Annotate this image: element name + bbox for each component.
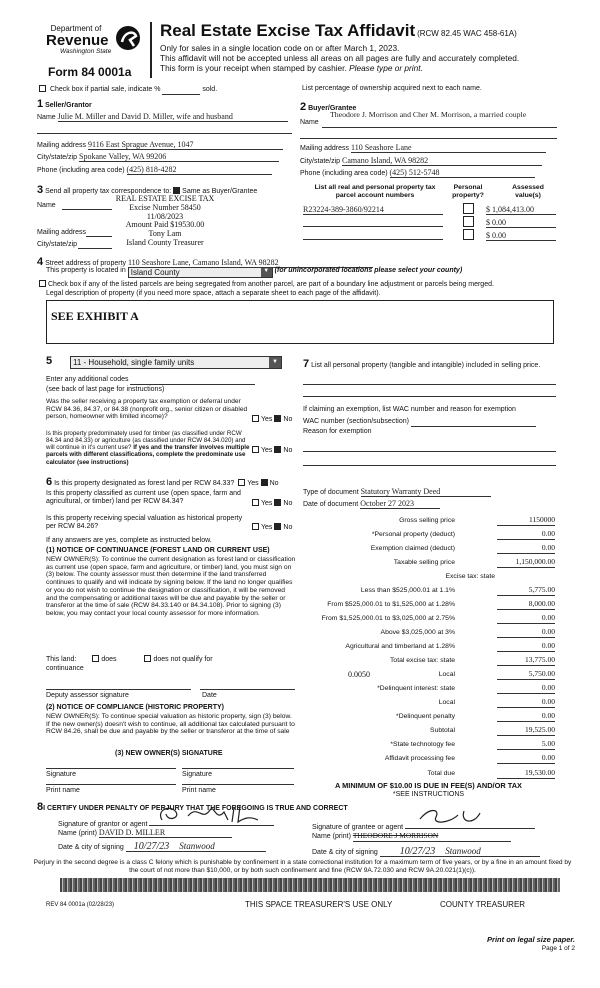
buyer-city-label: City/state/zip xyxy=(300,158,341,165)
calc-row xyxy=(300,531,555,540)
calc-label: Less than $525,000.01 at 1.1% xyxy=(360,587,455,594)
owner-print-line-2[interactable] xyxy=(182,784,294,785)
timber-yes-checkbox[interactable] xyxy=(252,446,259,453)
calc-value[interactable]: 0.00 xyxy=(497,642,555,652)
wac-row xyxy=(303,418,536,427)
buyer-name-label: Name xyxy=(300,119,319,126)
calc-row xyxy=(300,671,555,680)
calc-row xyxy=(300,629,555,638)
chevron-down-icon[interactable]: ▼ xyxy=(261,268,272,277)
partial-sale-label: Check box if partial sale, indicate % xyxy=(49,86,161,93)
section-8-number: 8 xyxy=(37,801,44,813)
personal-property-line-1[interactable] xyxy=(303,384,556,385)
calc-value[interactable]: 19,530.00 xyxy=(497,769,555,779)
perjury-notice: Perjury in the second degree is a class C felony which is punishable by confinement in a state correctional institution for a maximum term of five years, or by a fine in an amount fixed by the court of not more than $10,000, or by both such confinement and fine (RCW 9A.72.030 and RCW 9A.20.021(1)(c)). xyxy=(33,859,572,874)
calc-label: *Delinquent interest: state xyxy=(377,685,455,692)
parcel-header-personal: Personal property? xyxy=(452,184,484,199)
calc-value[interactable]: 13,775.00 xyxy=(497,656,555,666)
personal-property-line-2[interactable] xyxy=(303,396,556,397)
buyer-phone-row xyxy=(300,168,535,178)
continuance-label: continuance xyxy=(46,665,84,672)
current-use-no-checkbox[interactable] xyxy=(274,499,281,506)
property-use-select[interactable] xyxy=(70,356,282,369)
revenue-logo-icon xyxy=(114,24,142,52)
wac-field[interactable] xyxy=(411,418,536,427)
legal-description-text: SEE EXHIBIT A xyxy=(51,309,139,323)
timber-yes-no xyxy=(250,446,292,455)
buyer-name-line xyxy=(322,127,557,128)
buyer-phone-field[interactable]: (425) 512-5748 xyxy=(390,168,535,178)
calc-label: Agricultural and timberland at 1.28% xyxy=(345,643,455,650)
wac-label: WAC number (section/subsection) xyxy=(303,418,409,425)
calc-label: Local xyxy=(438,699,455,706)
owner-signature-line-2[interactable] xyxy=(182,768,294,769)
table-row xyxy=(303,231,558,244)
buyer-heading-label: Buyer/Grantee xyxy=(308,105,357,112)
legal-description-label: Legal description of property (if you need more space, attach a separate sheet to each page of the affidavit). xyxy=(46,290,381,297)
calc-value[interactable]: 0.00 xyxy=(497,684,555,694)
street-address-field[interactable]: 110 Seashore Lane, Camano Island, WA 98282 xyxy=(128,258,373,268)
seller-city-label: City/state/zip xyxy=(37,154,78,161)
exemption-question: Was the seller receiving a property tax exemption or deferral under RCW 84.36, 84.37, or 84.38 (nonprofit org., senior citizen or disabled person, homeowner with limited income)? xyxy=(46,398,248,421)
timber-question-note: If yes and the transfer involves multiple parcels with different classifications, complete the predominate use calculator (see instructions) xyxy=(46,444,250,466)
seller-heading xyxy=(37,98,92,111)
calc-value[interactable]: 0.00 xyxy=(497,628,555,638)
stamp-line-5: Tony Lam xyxy=(148,229,182,239)
calc-label: *Personal property (deduct) xyxy=(371,531,455,538)
calc-row xyxy=(300,770,555,779)
buyer-mail-row xyxy=(300,143,546,153)
exemption-yes-no xyxy=(250,415,292,424)
minimum-fee-note: A MINIMUM OF $10.00 IS DUE IN FEE(S) AND/OR TAX xyxy=(335,781,522,790)
calc-value[interactable]: 5,775.00 xyxy=(497,586,555,596)
owner-signature-line-1[interactable] xyxy=(46,768,176,769)
section-5-number: 5 xyxy=(46,355,53,367)
calc-value[interactable]: 19,525.00 xyxy=(497,726,555,736)
current-use-yes-checkbox[interactable] xyxy=(252,499,259,506)
owner-print-line-1[interactable] xyxy=(46,784,176,785)
additional-codes-field[interactable] xyxy=(130,376,255,385)
seller-mail-field[interactable]: 9116 East Sprague Avenue, 1047 xyxy=(88,140,283,150)
grantor-signature-label: Signature of grantor or agent xyxy=(58,821,148,828)
personal-property-checkbox-3[interactable] xyxy=(463,229,474,240)
owner-signature-label-1: Signature xyxy=(46,771,76,778)
calc-row xyxy=(300,587,555,596)
calc-label: Excise tax: state xyxy=(445,573,495,580)
calc-row xyxy=(300,713,555,722)
calc-row xyxy=(300,573,555,582)
dept-line2: Revenue xyxy=(46,32,109,50)
notice-compliance-heading: (2) NOTICE OF COMPLIANCE (HISTORIC PROPERTY) xyxy=(46,704,224,711)
grantee-date-value: 10/27/23 xyxy=(399,846,436,857)
calc-row xyxy=(300,755,555,764)
buyer-phone-label: Phone (including area code) xyxy=(300,170,388,177)
stamp-line-4: Amount Paid $19530.00 xyxy=(125,220,205,230)
doc-type-label: Type of document xyxy=(303,489,359,496)
calc-label: *Delinquent penalty xyxy=(396,713,455,720)
calc-value[interactable]: 0.00 xyxy=(497,530,555,540)
parcel-number-2[interactable] xyxy=(303,218,443,227)
forest-land-row xyxy=(46,476,279,489)
grantor-date-field[interactable] xyxy=(126,841,266,852)
historic-yes-checkbox[interactable] xyxy=(252,523,259,530)
assessed-value-3[interactable]: $ 0.00 xyxy=(486,231,556,241)
local-rate: 0.0050 xyxy=(348,670,370,679)
revenue-logo xyxy=(46,24,146,56)
grantor-name-row xyxy=(58,828,232,838)
treasurer-use-label: THIS SPACE TREASURER'S USE ONLY xyxy=(245,900,393,909)
land-does-checkbox[interactable] xyxy=(92,655,99,662)
seller-heading-label: Seller/Grantor xyxy=(45,102,92,109)
seller-city-field[interactable]: Spokane Valley, WA 99206 xyxy=(79,152,279,162)
calc-label: Total due xyxy=(427,770,455,777)
parcel-table xyxy=(303,205,558,244)
segregated-checkbox[interactable] xyxy=(39,280,46,287)
sec3-mail-line[interactable] xyxy=(86,236,112,237)
personal-property-checkbox-2[interactable] xyxy=(463,216,474,227)
forest-land-question: Is this property designated as forest land per RCW 84.33? xyxy=(54,480,235,487)
form-subtitle xyxy=(160,44,519,74)
doc-date-row xyxy=(303,499,440,509)
grantee-signature-field[interactable] xyxy=(405,819,535,829)
table-row xyxy=(303,218,558,231)
timber-question xyxy=(46,430,251,466)
exemption-wac-question: If claiming an exemption, list WAC number and reason for exemption xyxy=(303,406,516,413)
sec3-name-label: Name xyxy=(37,202,56,209)
doc-date-label: Date of document xyxy=(303,501,359,508)
calc-row xyxy=(300,685,555,694)
parcel-number-3[interactable] xyxy=(303,231,443,240)
notice-compliance-body: NEW OWNER(S): To continue special valuation as historic property, sign (3) below. If the new owner(s) doesn't wish to continue, all additional tax calculated pursuant to RCW 84.26, shall be due and payable by the seller or transferor at the time of sale xyxy=(46,713,295,736)
historic-yes-label: Yes xyxy=(261,524,273,531)
section-6-number: 6 xyxy=(46,476,53,488)
buyer-name-line2 xyxy=(300,138,557,139)
owner-print-label-2: Print name xyxy=(182,787,216,794)
current-use-question: Is this property classified as current use (open space, farm and agricultural, or timber) land per RCW 84.34? xyxy=(46,490,241,506)
land-does-not-label: does not qualify for xyxy=(153,656,213,663)
county-row xyxy=(46,267,462,278)
dept-line1: Department of xyxy=(50,24,102,33)
seller-mail-row xyxy=(37,140,283,150)
seller-name-row xyxy=(37,112,292,122)
calc-label: Affidavit processing fee xyxy=(384,755,455,762)
partial-sold-label: sold. xyxy=(202,86,218,93)
calc-value[interactable]: 0.00 xyxy=(497,712,555,722)
calc-label: Above $3,025,000 at 3% xyxy=(380,629,455,636)
calc-value[interactable]: 8,000.00 xyxy=(497,600,555,610)
ownership-note: List percentage of ownership acquired next to each name. xyxy=(302,85,482,92)
grantor-city-value: Stanwood xyxy=(179,841,215,851)
current-use-yes-no xyxy=(250,499,292,508)
form-title-row xyxy=(160,21,517,41)
deputy-date-label: Date xyxy=(202,692,217,699)
seller-phone-field[interactable]: (425) 818-4282 xyxy=(127,165,272,175)
grantee-name-field[interactable]: THEODORE J MORRISON xyxy=(353,832,511,842)
calc-value[interactable]: 0.00 xyxy=(497,544,555,554)
historic-no-checkbox[interactable] xyxy=(274,523,281,530)
partial-sale-checkbox[interactable] xyxy=(39,85,46,92)
chevron-down-icon[interactable]: ▼ xyxy=(269,357,281,368)
additional-codes-row xyxy=(46,376,255,385)
timber-no-label: No xyxy=(283,447,293,454)
sec7-heading xyxy=(303,358,558,371)
section-2-number: 2 xyxy=(300,101,307,113)
exemption-yes-checkbox[interactable] xyxy=(252,415,259,422)
street-address-label: Street address of property xyxy=(45,260,127,267)
calc-row xyxy=(300,727,555,736)
calc-label: *State technology fee xyxy=(390,741,455,748)
reason-line-2[interactable] xyxy=(303,465,556,466)
assessed-value-1[interactable]: $ 1,084,413.00 xyxy=(486,205,556,215)
reason-line-1[interactable] xyxy=(303,451,556,452)
sec3-name-line[interactable] xyxy=(62,209,112,210)
exemption-no-checkbox[interactable] xyxy=(274,415,281,422)
timber-yes-label: Yes xyxy=(261,447,273,454)
personal-property-checkbox-1[interactable] xyxy=(463,203,474,214)
partial-sale-row xyxy=(37,85,217,95)
calc-row xyxy=(300,517,555,526)
buyer-city-row xyxy=(300,156,542,166)
owner-signature-label-2: Signature xyxy=(182,771,212,778)
sec3-heading-label: Send all property tax correspondence to: xyxy=(45,188,172,195)
county-select-value: Island County xyxy=(130,268,180,277)
additional-codes-label: Enter any additional codes xyxy=(46,376,129,383)
land-does-label: does xyxy=(101,656,117,663)
doc-type-row xyxy=(303,487,491,497)
forest-yes-checkbox[interactable] xyxy=(238,479,245,486)
stamp-line-6: Island County Treasurer xyxy=(126,237,204,247)
segregated-label: Check box if any of the listed parcels are being segregated from another parcel, are part of a boundary line adjustment or parcels being merged. xyxy=(48,281,494,288)
buyer-city-field[interactable]: Camano Island, WA 98282 xyxy=(342,156,542,166)
seller-phone-label: Phone (including area code) xyxy=(37,167,125,174)
grantee-name-row xyxy=(312,832,511,842)
forest-yes-label: Yes xyxy=(247,480,259,487)
located-in-label: This property is located in xyxy=(46,267,126,274)
parcel-number-1[interactable]: R23224-389-3860/92214 xyxy=(303,205,443,215)
this-land-row xyxy=(46,655,213,664)
see-back-note: (see back of last page for instructions) xyxy=(46,386,165,393)
calc-row xyxy=(300,657,555,666)
timber-question-text: Is this property predominately used for timber (as classified under RCW 84.34 and 84.33) or agriculture (as classified under RCW 84.34.020) and will continue in it's current use? xyxy=(46,430,246,452)
calc-label: Taxable selling price xyxy=(393,559,455,566)
calc-row xyxy=(300,601,555,610)
grantor-name-label: Name (print) xyxy=(58,830,97,837)
calc-label: Subtotal xyxy=(430,727,455,734)
doc-date-field[interactable]: October 27 2023 xyxy=(360,499,440,509)
notice-continuance-body: NEW OWNER(S): To continue the current designation as forest land or classification as current use (open space, farm and agriculture, or timber) land, you must sign on (3) below. The county assessor must then determine if the land transferred continues to qualify and will indicate by signing below. If the land no longer qualifies or you do not wish to continue the designation or classification, it will be removed and the compensating or additional taxes will be due and payable by the seller or transferor at the time of sale (RCW 84.33.140 or 84.34.108). Prior to signing (3) below, you may contact your local county assessor for more information. xyxy=(46,556,296,617)
sec3-city-line[interactable] xyxy=(78,248,112,249)
parcel-header-accounts: List all real and personal property tax parcel account numbers xyxy=(314,184,436,199)
section-1-number: 1 xyxy=(37,98,44,110)
assessed-value-2[interactable]: $ 0.00 xyxy=(486,218,556,228)
deputy-signature-line[interactable] xyxy=(46,689,191,690)
seller-name-field[interactable]: Julie M. Miller and David D. Miller, wife and husband xyxy=(58,112,288,122)
calc-label: Local xyxy=(438,671,455,678)
revision-label: REV 84 0001a (02/28/23) xyxy=(46,902,115,908)
historic-question: Is this property receiving special valuation as historical property per RCW 84.26? xyxy=(46,515,243,531)
unincorporated-note: (for unincorporated locations please select your county) xyxy=(274,267,463,274)
grantee-city-value: Stanwood xyxy=(445,846,481,856)
section-7-number: 7 xyxy=(303,358,310,370)
calc-label: Exemption claimed (deduct) xyxy=(370,545,455,552)
parcel-header-assessed: Assessed value(s) xyxy=(512,184,544,199)
timber-no-checkbox[interactable] xyxy=(274,446,281,453)
deputy-date-line[interactable] xyxy=(200,689,295,690)
forest-no-checkbox[interactable] xyxy=(261,479,268,486)
form-citation: (RCW 82.45 WAC 458-61A) xyxy=(417,29,517,38)
calc-row xyxy=(300,699,555,708)
seller-city-row xyxy=(37,152,279,162)
subtitle-2: This affidavit will not be accepted unless all areas on all pages are fully and accurately completed. xyxy=(160,52,520,63)
calc-value[interactable]: 0.00 xyxy=(497,754,555,764)
legal-description-box[interactable] xyxy=(46,300,554,344)
exemption-yes-label: Yes xyxy=(261,416,273,423)
grantee-name-label: Name (print) xyxy=(312,833,351,840)
any-yes-note: If any answers are yes, complete as instructed below. xyxy=(46,537,212,544)
calc-label: Total excise tax: state xyxy=(390,657,455,664)
grantee-signature-label: Signature of grantee or agent xyxy=(312,824,404,831)
calc-value[interactable]: 1150000 xyxy=(497,516,555,526)
historic-yes-no xyxy=(250,523,292,532)
buyer-mail-label: Mailing address xyxy=(300,145,350,152)
new-owner-signature-heading: (3) NEW OWNER(S) SIGNATURE xyxy=(115,750,223,757)
calc-label: From $525,000.01 to $1,525,000 at 1.28% xyxy=(327,601,455,608)
subtitle-3b: Please type or print. xyxy=(349,62,423,73)
stamp-line-3: 11/08/2023 xyxy=(146,211,184,221)
subtitle-1: Only for sales in a single location code on or after March 1, 2023. xyxy=(160,43,400,53)
land-does-not-checkbox[interactable] xyxy=(144,655,151,662)
sec3-mail-label: Mailing address xyxy=(37,229,87,236)
grantor-signature-field[interactable] xyxy=(149,816,274,826)
calc-value[interactable]: 0.00 xyxy=(497,614,555,624)
same-as-buyer-label: Same as Buyer/Grantee xyxy=(182,188,258,195)
grantee-date-label: Date & city of signing xyxy=(312,849,378,856)
calc-row xyxy=(300,559,555,568)
legal-paper-note: Print on legal size paper. xyxy=(487,935,575,944)
current-use-yes-label: Yes xyxy=(261,500,273,507)
stamp-line-1: REAL ESTATE EXCISE TAX xyxy=(115,194,215,203)
header-divider xyxy=(150,22,152,78)
treasurer-seal-strip xyxy=(60,878,560,892)
sec7-label: List all personal property (tangible and intangible) included in selling price. xyxy=(311,362,541,369)
buyer-mail-field[interactable]: 110 Seashore Lane xyxy=(351,143,546,153)
segregated-row xyxy=(37,280,494,289)
deputy-signature-label: Deputy assessor signature xyxy=(46,692,129,699)
subtitle-3: This form is your receipt when stamped by cashier. xyxy=(160,62,347,73)
excise-receipt-stamp xyxy=(110,195,220,248)
table-row xyxy=(303,205,558,218)
doc-type-field[interactable]: Statutory Warranty Deed xyxy=(361,487,491,497)
county-treasurer-label: COUNTY TREASURER xyxy=(440,900,526,909)
calc-value[interactable]: 5.00 xyxy=(497,740,555,750)
calc-value[interactable]: 5,750.00 xyxy=(497,670,555,680)
grantor-date-value: 10/27/23 xyxy=(133,841,170,852)
calc-label: From $1,525,000.01 to $3,025,000 at 2.75% xyxy=(321,615,455,622)
exemption-no-label: No xyxy=(283,416,293,423)
buyer-name-field[interactable]: Theodore J. Morrison and Cher M. Morrison, a married couple xyxy=(330,110,527,119)
property-use-value: 11 - Household, single family units xyxy=(73,358,195,367)
section-3-number: 3 xyxy=(37,184,44,196)
historic-no-label: No xyxy=(283,524,293,531)
dept-line3: Washington State xyxy=(60,48,112,56)
current-use-no-label: No xyxy=(283,500,293,507)
grantor-name-field[interactable]: DAVID D. MILLER xyxy=(99,828,232,838)
notice-continuance-heading: (1) NOTICE OF CONTINUANCE (FOREST LAND OR CURRENT USE) xyxy=(46,547,270,554)
calc-row xyxy=(300,615,555,624)
owner-print-label-1: Print name xyxy=(46,787,80,794)
same-as-buyer-checkbox[interactable] xyxy=(173,187,180,194)
form-number: Form 84 0001a xyxy=(48,65,132,79)
calc-row xyxy=(300,741,555,750)
certify-statement: I CERTIFY UNDER PENALTY OF PERJURY THAT THE FOREGOING IS TRUE AND CORRECT xyxy=(43,805,348,812)
page-number: Page 1 of 2 xyxy=(541,945,575,952)
grantor-signature-image xyxy=(154,802,274,828)
calc-row xyxy=(300,643,555,652)
grantee-date-field[interactable] xyxy=(380,846,540,857)
grantor-date-label: Date & city of signing xyxy=(58,844,124,851)
seller-name-label: Name xyxy=(37,114,56,121)
partial-percent-field[interactable] xyxy=(162,86,200,95)
this-land-label: This land: xyxy=(46,656,77,663)
calc-label: Gross selling price xyxy=(399,517,455,524)
forest-no-label: No xyxy=(269,480,279,487)
see-instructions-note: *SEE INSTRUCTIONS xyxy=(392,791,465,798)
reason-label: Reason for exemption xyxy=(303,428,372,435)
calc-row xyxy=(300,545,555,554)
calc-value[interactable]: 1,150,000.00 xyxy=(497,558,555,568)
calc-value[interactable]: 0.00 xyxy=(497,698,555,708)
form-title: Real Estate Excise Tax Affidavit xyxy=(160,21,416,40)
section-4-number: 4 xyxy=(37,256,44,268)
county-select[interactable] xyxy=(128,267,273,278)
grantor-date-row xyxy=(58,841,266,852)
seller-name-line2 xyxy=(37,133,292,134)
grantee-signature-image xyxy=(410,805,530,831)
stamp-line-2: Excise Number 58450 xyxy=(129,202,201,212)
seller-phone-row xyxy=(37,165,272,175)
sec3-city-label: City/state/zip xyxy=(37,241,78,248)
grantee-date-row xyxy=(312,846,540,857)
seller-mail-label: Mailing address xyxy=(37,142,87,149)
